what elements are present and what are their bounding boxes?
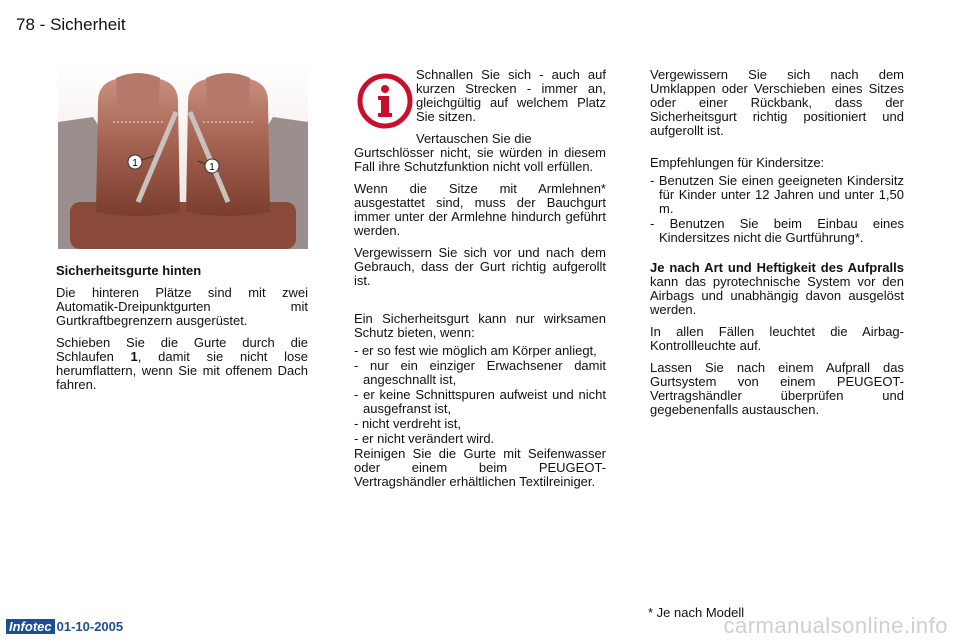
callout-label-1: 1 <box>132 158 138 169</box>
paragraph: Reinigen Sie die Gurte mit Seifenwasser oder einem beim PEUGEOT-Vertragshändler erhältlichen Textilreiniger. <box>354 446 606 489</box>
paragraph: Ein Sicherheitsgurt kann nur wirksamen Schutz bieten, wenn: <box>354 311 606 340</box>
infotec-logo: Infotec <box>6 619 55 634</box>
text-span: Gurtschlösser nicht, sie würden in diesem Fall ihre Schutzfunktion nicht voll erfüllen. <box>354 145 606 174</box>
rear-seats-figure <box>58 62 308 249</box>
list-item: - er keine Schnittspuren aufweist und nicht ausgefranst ist, <box>354 387 606 416</box>
paragraph: Vergewissern Sie sich nach dem Umklappen oder Verschieben eines Sitzes oder einer Rückbank, dass der Sicherheitsgurt richtig positioniert und aufgerollt ist. <box>650 67 904 138</box>
footer <box>6 619 123 634</box>
text-span: , damit sie nicht lose herumflattern, wenn Sie mit offenem Dach fahren. <box>56 349 308 392</box>
callout-reference: 1 <box>130 349 138 364</box>
footer-date: 01-10-2005 <box>56 619 124 634</box>
paragraph: Vergewissern Sie sich vor und nach dem Gebrauch, dass der Gurt richtig aufgerollt ist. <box>354 245 606 288</box>
list-item: - nur ein einziger Erwachsener damit angeschnallt ist, <box>354 358 606 387</box>
list-item: - Benutzen Sie beim Einbau eines Kindersitzes nicht die Gurtführung*. <box>650 216 904 245</box>
column-left <box>56 264 308 400</box>
column-middle <box>354 68 606 497</box>
column-right <box>650 68 904 425</box>
header-separator: - <box>39 15 46 34</box>
list-item: - Benutzen Sie einen geeigneten Kindersitz für Kinder unter 12 Jahren und unter 1,50 m. <box>650 173 904 216</box>
paragraph: Empfehlungen für Kindersitze: <box>650 155 825 170</box>
footnote: * Je nach Modell <box>648 605 745 620</box>
section-title: Sicherheit <box>50 15 126 34</box>
text-span: kann das pyrotechnische System vor den Airbags und unabhängig davon ausgelöst werden. <box>650 274 904 317</box>
list-item: - nicht verdreht ist, <box>354 416 461 431</box>
page-number: 78 <box>16 15 35 34</box>
watermark: carmanualsonline.info <box>723 613 948 638</box>
bold-lead: Je nach Art und Heftigkeit des Aufpralls <box>650 260 904 275</box>
list-item: - er so fest wie möglich am Körper anliegt, <box>354 343 597 358</box>
list-item: - er nicht verändert wird. <box>354 431 495 446</box>
section-heading: Sicherheitsgurte hinten <box>56 263 202 278</box>
paragraph: In allen Fällen leuchtet die Airbag-Kontrollleuchte auf. <box>650 324 904 353</box>
text-span: Vertauschen Sie die <box>416 131 532 146</box>
page-header <box>16 15 126 35</box>
paragraph: Die hinteren Plätze sind mit zwei Automatik-Dreipunktgurten mit Gurtkraftbegrenzern ausgerüstet. <box>56 285 308 328</box>
warning-paragraph: Schnallen Sie sich - auch auf kurzen Strecken - immer an, gleichgültig auf welchem Platz Sie sitzen. <box>416 67 606 124</box>
text-span: Schieben Sie die Gurte durch die Schlaufen <box>56 335 308 364</box>
paragraph: Wenn die Sitze mit Armlehnen* ausgestattet sind, muss der Bauchgurt immer unter der Armlehne hindurch geführt werden. <box>354 181 606 238</box>
warning-paragraph <box>354 132 606 174</box>
rear-seats-image <box>58 62 308 249</box>
callout-label-2: 1 <box>209 162 215 173</box>
paragraph: Lassen Sie nach einem Aufprall das Gurtsystem von einem PEUGEOT-Vertragshändler überprüfen und gegebenenfalls austauschen. <box>650 360 904 417</box>
paragraph <box>56 336 308 392</box>
paragraph <box>650 261 904 317</box>
